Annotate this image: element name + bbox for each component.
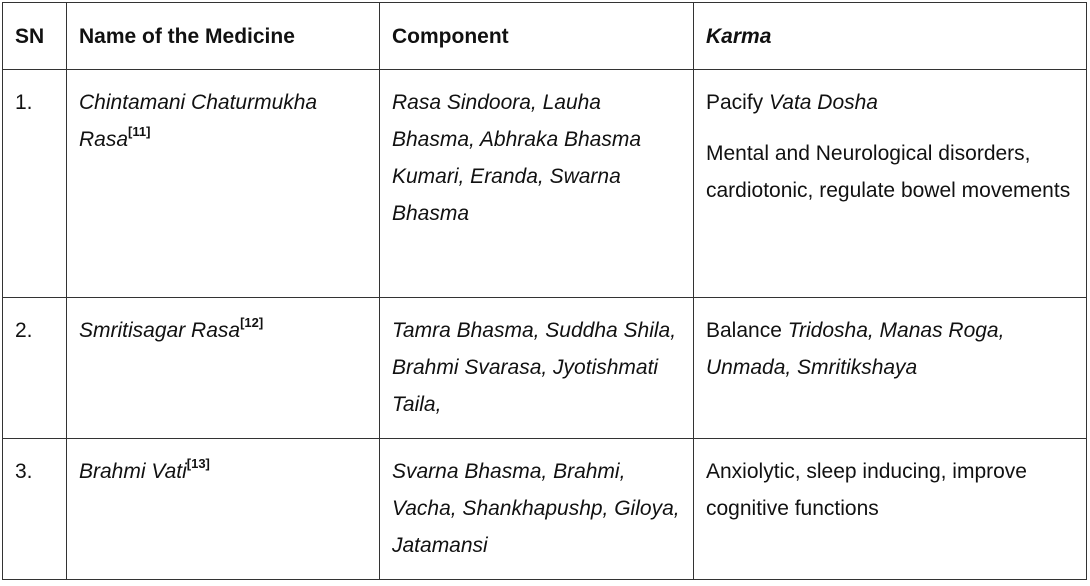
cell-sn: 1. bbox=[3, 70, 67, 298]
medicine-name: Chintamani Chaturmukha Rasa bbox=[79, 91, 318, 151]
cell-component: Rasa Sindoora, Lauha Bhasma, Abhraka Bhasma Kumari, Eranda, Swarna Bhasma bbox=[380, 70, 694, 298]
cell-sn: 2. bbox=[3, 298, 67, 439]
header-karma: Karma bbox=[694, 3, 1087, 70]
medicine-table bbox=[2, 2, 1087, 580]
cell-component: Svarna Bhasma, Brahmi, Vacha, Shankhapushp, Giloya, Jatamansi bbox=[380, 439, 694, 580]
karma-term: Tridosha, Manas Roga, Unmada, Smritikshaya bbox=[706, 319, 1005, 379]
reference-mark: [13] bbox=[186, 456, 210, 471]
karma-paragraph bbox=[706, 84, 1074, 121]
karma-text: Balance bbox=[706, 319, 788, 342]
table-row bbox=[3, 439, 1087, 580]
cell-sn: 3. bbox=[3, 439, 67, 580]
header-sn: SN bbox=[3, 3, 67, 70]
medicine-name: Brahmi Vati bbox=[79, 460, 187, 483]
cell-karma bbox=[694, 70, 1087, 298]
medicine-name: Smritisagar Rasa bbox=[79, 319, 241, 342]
cell-component: Tamra Bhasma, Suddha Shila, Brahmi Svarasa, Jyotishmati Taila, bbox=[380, 298, 694, 439]
karma-text: Pacify bbox=[706, 91, 770, 114]
cell-karma: Anxiolytic, sleep inducing, improve cognitive functions bbox=[694, 439, 1087, 580]
table-header-row bbox=[3, 3, 1087, 70]
table-row bbox=[3, 298, 1087, 439]
header-name: Name of the Medicine bbox=[67, 3, 380, 70]
cell-medicine-name bbox=[67, 298, 380, 439]
cell-medicine-name bbox=[67, 439, 380, 580]
karma-paragraph: Mental and Neurological disorders, cardiotonic, regulate bowel movements bbox=[706, 142, 1071, 202]
karma-term: Vata Dosha bbox=[769, 91, 878, 114]
header-component: Component bbox=[380, 3, 694, 70]
cell-medicine-name bbox=[67, 70, 380, 298]
cell-karma bbox=[694, 298, 1087, 439]
reference-mark: [12] bbox=[240, 315, 264, 330]
table-row bbox=[3, 70, 1087, 298]
reference-mark: [11] bbox=[128, 124, 151, 139]
